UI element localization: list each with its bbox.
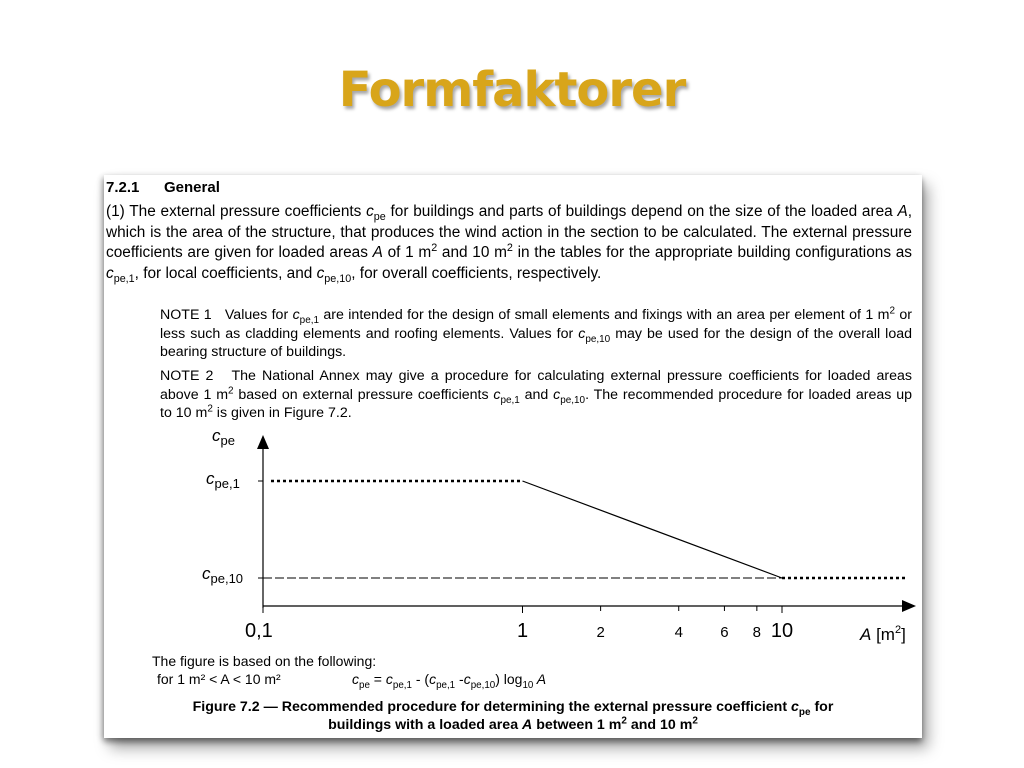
transition-line bbox=[523, 481, 783, 578]
document-excerpt bbox=[104, 175, 922, 738]
y-tick-cpe10: $c_{pe,10}$ bbox=[202, 564, 244, 586]
figure-basis-intro: The figure is based on the following: bbox=[152, 653, 377, 669]
section-number: 7.2.1 bbox=[106, 179, 140, 196]
section-title: General bbox=[164, 179, 220, 196]
x-tick-group bbox=[245, 606, 793, 642]
paragraph-label: (1) bbox=[106, 203, 125, 220]
x-tick-label: 8 bbox=[752, 624, 762, 641]
x-tick-label: 4 bbox=[674, 624, 683, 641]
x-tick-label: 10 bbox=[770, 620, 794, 642]
y-axis-arrow-icon bbox=[257, 435, 269, 449]
x-axis-title: A $[m^2]$ bbox=[860, 624, 906, 644]
x-tick-label: 2 bbox=[596, 624, 605, 641]
note-1-label: NOTE 1 bbox=[160, 307, 212, 323]
figure-formula: $c_{pe} = c_{pe,1} - (c_{pe,1}$ $-c_{pe,10}$) $\log_{10} A$ bbox=[352, 671, 547, 691]
x-tick-label: 6 bbox=[720, 624, 729, 641]
note-2-label: NOTE 2 bbox=[160, 368, 214, 384]
slide-title: Formfaktorer bbox=[338, 62, 686, 118]
y-tick-cpe1: $c_{pe,1}$ bbox=[206, 469, 240, 491]
series-group bbox=[258, 481, 908, 578]
y-axis-title: $c_{pe}$ bbox=[212, 426, 235, 448]
figure-caption-line-1: Figure 7.2 — Recommended procedure for determining the external pressure coefficient $c_{pe}$ for bbox=[192, 699, 834, 718]
note-1: NOTE 1 Values for $c_{pe,1}$ are intended for the design of small elements and fixings with an area per element of 1 $m^2$ or less such as cladding elements and roofing elements. Values for $c_{pe,10}$ may be used for the design of the overall load bearing structure of buildings. bbox=[160, 305, 912, 360]
note-2: NOTE 2 The National Annex may give a procedure for calculating external pressure coefficients for loaded areas above 1 $m^2$ based on external pressure coefficients $c_{pe,1}$ and $c_{pe,10}$. The recommended procedure for loaded areas up to 10 $m^2$ is given in Figure 7.2. bbox=[160, 368, 913, 421]
paragraph-1: (1) The external pressure coefficients $c_{pe}$ for buildings and parts of buildings depend on the size of the loaded area A, which is the area of the structure, that produces the wind action in the section to be calculated. The external pressure coefficients are given for loaded areas A of 1 $m^2$ and 10 $m^2$ in the tables for the appropriate building configurations as $c_{pe,1}$, for local coefficients, and $c_{pe,10}$, for overall coefficients, respectively. bbox=[106, 203, 913, 285]
figure-caption-line-2: buildings with a loaded area A between 1 $m^2$ and 10 $m^2$ bbox=[328, 715, 698, 733]
x-tick-label: 1 bbox=[516, 620, 529, 642]
x-tick-label: 0,1 bbox=[245, 620, 273, 642]
figure-basis-condition: for 1 m² < A < 10 m² bbox=[157, 671, 281, 687]
x-axis-arrow-icon bbox=[902, 600, 916, 612]
